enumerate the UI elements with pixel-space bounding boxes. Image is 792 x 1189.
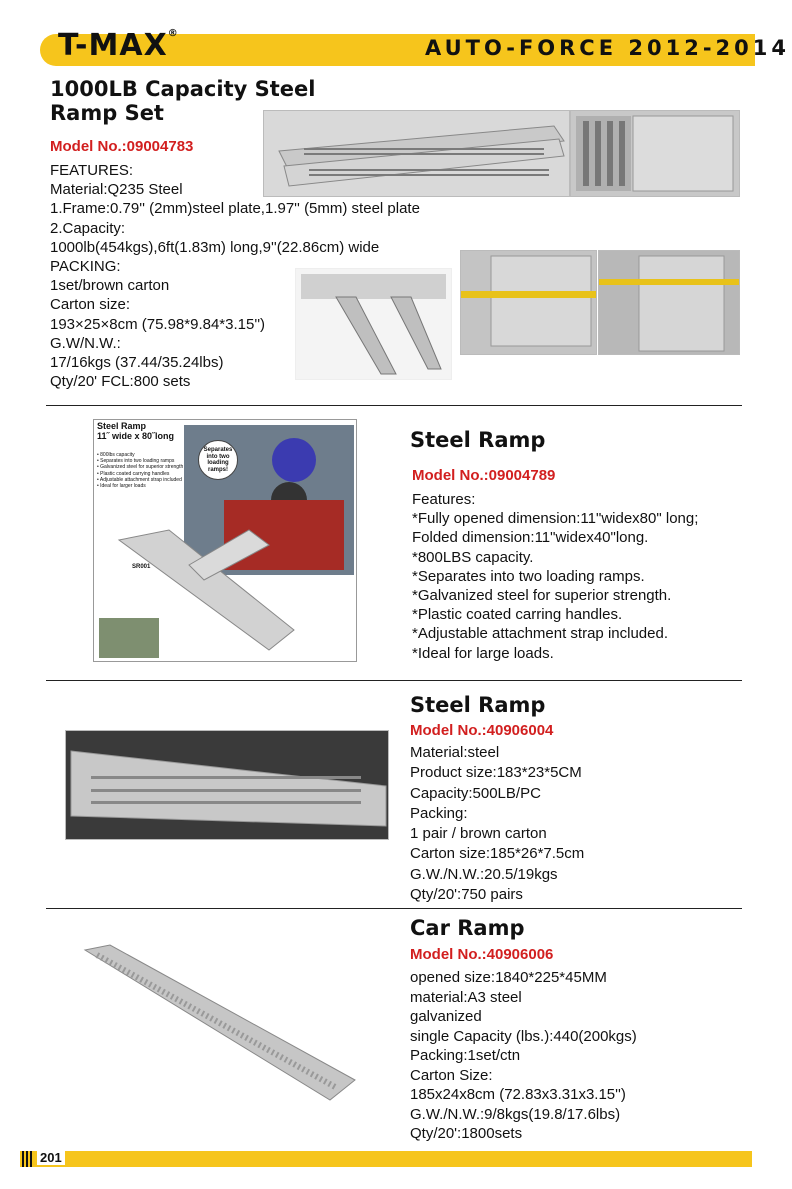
steel-ramp-box-image: [93, 419, 357, 662]
product3-model: Model No.:40906004: [410, 722, 554, 739]
spec-line: Carton size:185*26*7.5cm: [410, 845, 585, 863]
badge-line: ramps!: [207, 466, 228, 473]
badge-line: into two: [206, 453, 230, 460]
ramp-measure-photo: [460, 250, 597, 355]
spec-line: Qty/20':750 pairs: [410, 886, 523, 904]
spec-line: Carton Size:: [410, 1066, 493, 1084]
box-code: SR001: [132, 564, 151, 570]
spec-line: 1000lb(454kgs),6ft(1.83m) long,9''(22.86cm) wide: [50, 238, 380, 256]
box-badge: [198, 440, 238, 480]
spec-line: Product size:183*23*5CM: [410, 764, 582, 782]
product4-specs: [410, 968, 637, 1144]
spec-line: Packing:: [410, 804, 468, 822]
box-bullet: • Ideal for larger loads: [97, 483, 146, 490]
product1-title-line2: Ramp Set: [50, 101, 164, 125]
spec-line: PACKING:: [50, 258, 121, 276]
spec-line: Packing:1set/ctn: [410, 1047, 521, 1064]
spec-line: FEATURES:: [50, 162, 134, 179]
ramp-end-photo: [570, 110, 740, 197]
spec-line: Carton size:: [50, 296, 131, 314]
spec-line: opened size:1840*225*45MM: [410, 969, 607, 986]
spec-line: 1set/brown carton: [50, 277, 170, 295]
box-title-line1: Steel Ramp: [97, 421, 147, 431]
ramp-width-photo: [598, 250, 740, 355]
footer-stripes: [22, 1151, 34, 1167]
spec-line: *Fully opened dimension:11"widex80" long;: [412, 510, 699, 528]
spec-line: G.W./N.W.:9/8kgs(19.8/17.6lbs): [410, 1105, 621, 1123]
section-divider: [46, 680, 742, 681]
badge-line: Separates: [203, 447, 233, 453]
product3-specs: [410, 743, 584, 905]
box-title-line2: 11˝ wide x 80˝long: [97, 431, 175, 441]
spec-line: Capacity:500LB/PC: [410, 784, 541, 802]
product2-title: Steel Ramp: [410, 428, 546, 452]
product2-specs: [412, 490, 698, 663]
spec-line: 185x24x8cm (72.83x3.31x3.15''): [410, 1086, 626, 1103]
product4-model: Model No.:40906006: [410, 946, 554, 963]
box-bullet: • Galvanized steel for superior strength: [97, 464, 184, 471]
steel-ramp-photo: [65, 730, 389, 840]
page-number: 201: [37, 1150, 65, 1165]
spec-line: G.W/N.W.:: [50, 334, 121, 352]
ramp-truck-photo: [295, 268, 452, 380]
product1-title-line1: 1000LB Capacity Steel: [50, 77, 316, 101]
spec-line: Folded dimension:11"widex40"long.: [412, 529, 649, 547]
spec-line: Material:Q235 Steel: [50, 181, 183, 199]
product2-model: Model No.:09004789: [412, 467, 556, 484]
spec-line: 193×25×8cm (75.98*9.84*3.15''): [50, 315, 266, 333]
logo-text: T-MAX: [58, 28, 168, 63]
box-bullet: • 800lbs capacity: [97, 452, 135, 458]
header-tagline: AUTO-FORCE 2012-2014: [425, 36, 790, 60]
spec-line: 17/16kgs (37.44/35.24lbs): [50, 354, 224, 372]
product4-title: Car Ramp: [410, 916, 525, 940]
car-ramp-photo: [75, 940, 365, 1110]
spec-line: 1.Frame:0.79'' (2mm)steel plate,1.97'' (5mm) steel plate: [50, 200, 420, 218]
box-bullet: • Adjustable attachment strap included: [97, 476, 182, 483]
box-bullet: • Separates into two loading ramps: [97, 458, 175, 465]
spec-line: *Ideal for large loads.: [412, 644, 554, 662]
logo-registered-mark: ®: [167, 28, 179, 39]
ramp-set-photo: [263, 110, 570, 197]
spec-line: *Adjustable attachment strap included.: [412, 625, 668, 643]
spec-line: 2.Capacity:: [50, 219, 126, 237]
spec-line: Features:: [412, 491, 476, 508]
spec-line: material:A3 steel: [410, 988, 522, 1006]
spec-line: *Separates into two loading ramps.: [412, 567, 645, 585]
spec-line: *Galvanized steel for superior strength.: [412, 587, 672, 605]
badge-line: loading: [207, 460, 229, 466]
section-divider: [46, 405, 742, 406]
brand-logo: [58, 28, 179, 63]
box-bullet: • Plastic coated carrying handles: [97, 470, 170, 477]
product3-title: Steel Ramp: [410, 693, 546, 717]
product1-model: Model No.:09004783: [50, 138, 194, 155]
spec-line: Qty/20' FCL:800 sets: [50, 373, 191, 391]
spec-line: Qty/20':1800sets: [410, 1125, 523, 1142]
section-divider: [46, 908, 742, 909]
spec-line: Material:steel: [410, 744, 500, 761]
spec-line: single Capacity (lbs.):440(200kgs): [410, 1027, 637, 1045]
spec-line: galvanized: [410, 1008, 482, 1025]
spec-line: G.W./N.W.:20.5/19kgs: [410, 865, 558, 883]
spec-line: *Plastic coated carring handles.: [412, 606, 623, 624]
spec-line: *800LBS capacity.: [412, 548, 534, 566]
spec-line: 1 pair / brown carton: [410, 825, 547, 843]
footer-bar: [20, 1151, 752, 1167]
